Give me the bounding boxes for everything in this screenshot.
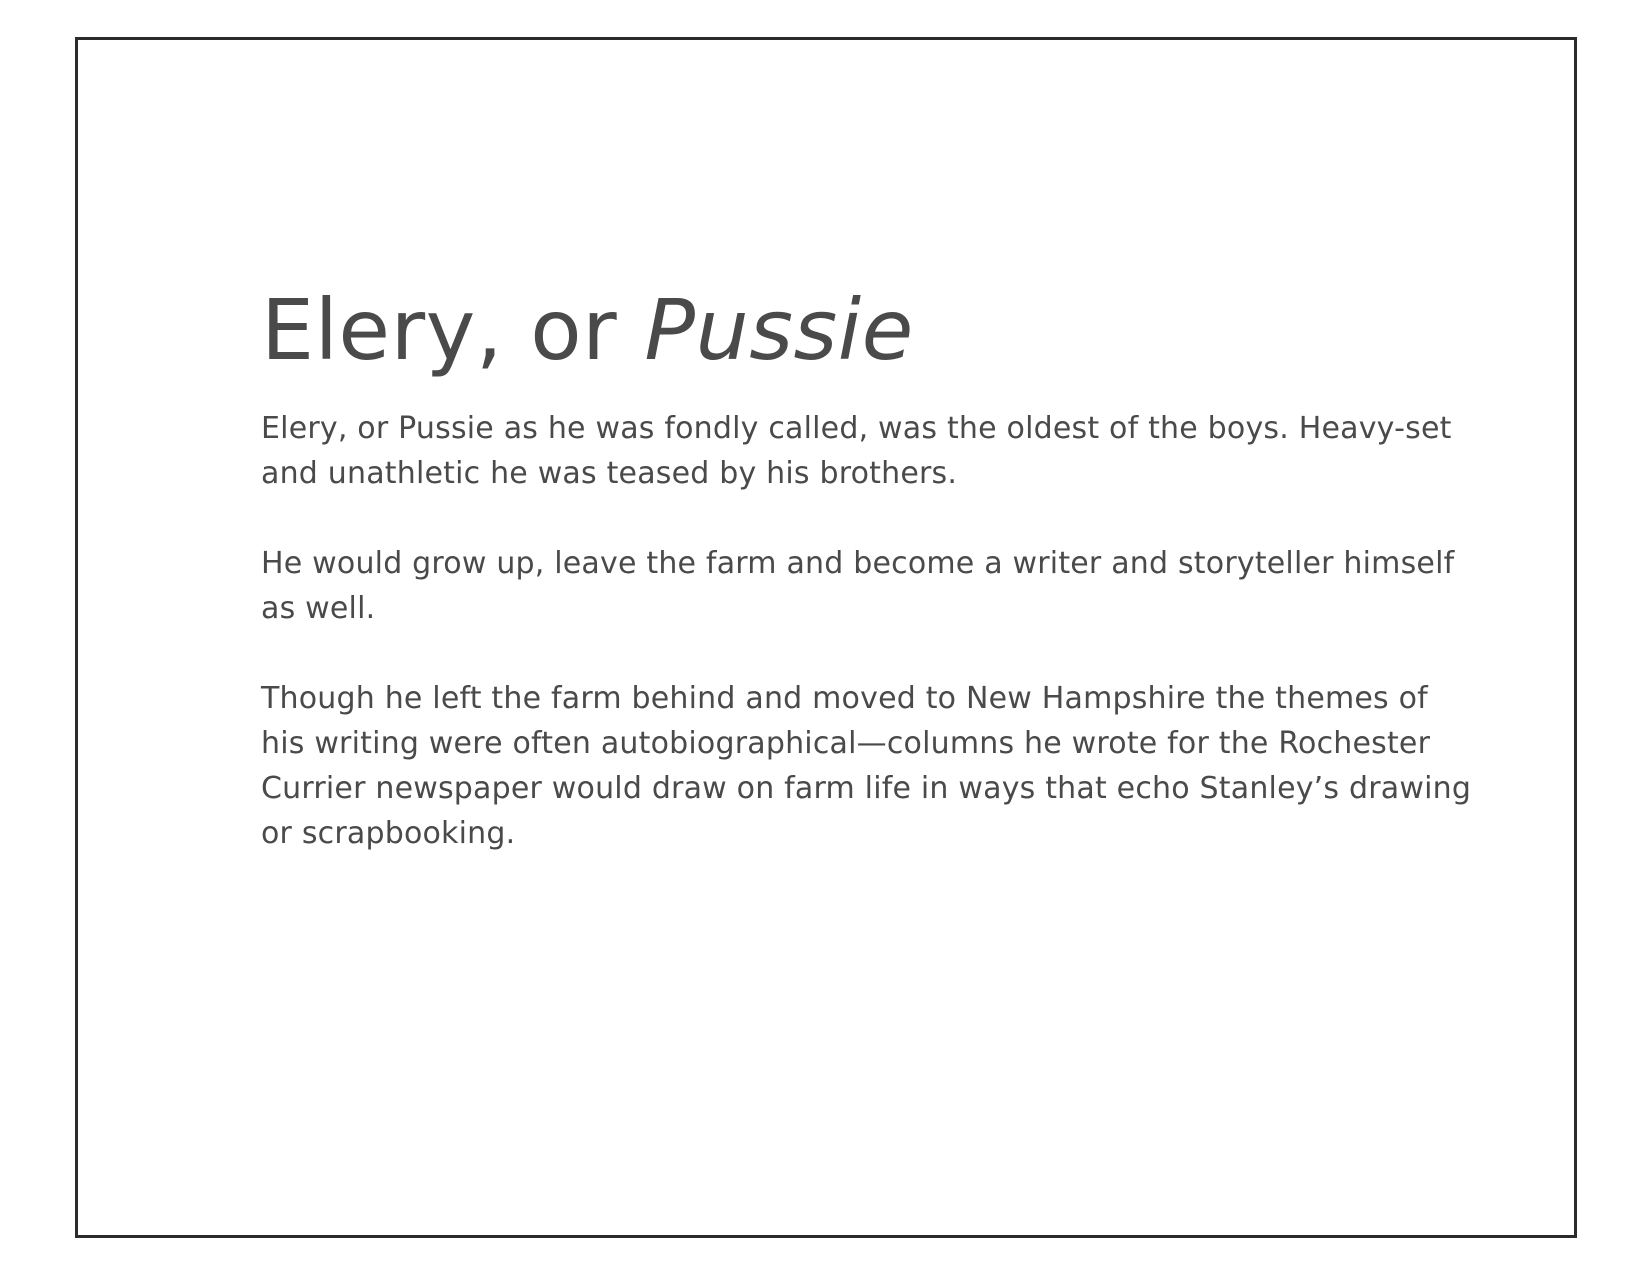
paragraph-2: He would grow up, leave the farm and become a writer and storyteller himself as well.	[261, 546, 1455, 626]
paragraph-1: Elery, or Pussie as he was fondly called, was the oldest of the boys. Heavy-set and unathletic he was teased by his brothers.	[261, 411, 1452, 491]
title-italic: Pussie	[644, 281, 914, 379]
page-content	[261, 270, 1481, 856]
paragraph-3: Though he left the farm behind and moved to New Hampshire the themes of his writing were often autobiographical—columns he wrote for the Rochester Currier newspaper would draw on farm life in ways that echo Stanley’s drawing or scrapbooking.	[261, 681, 1472, 851]
page-title	[261, 270, 1481, 390]
title-main: Elery, or	[261, 281, 645, 379]
